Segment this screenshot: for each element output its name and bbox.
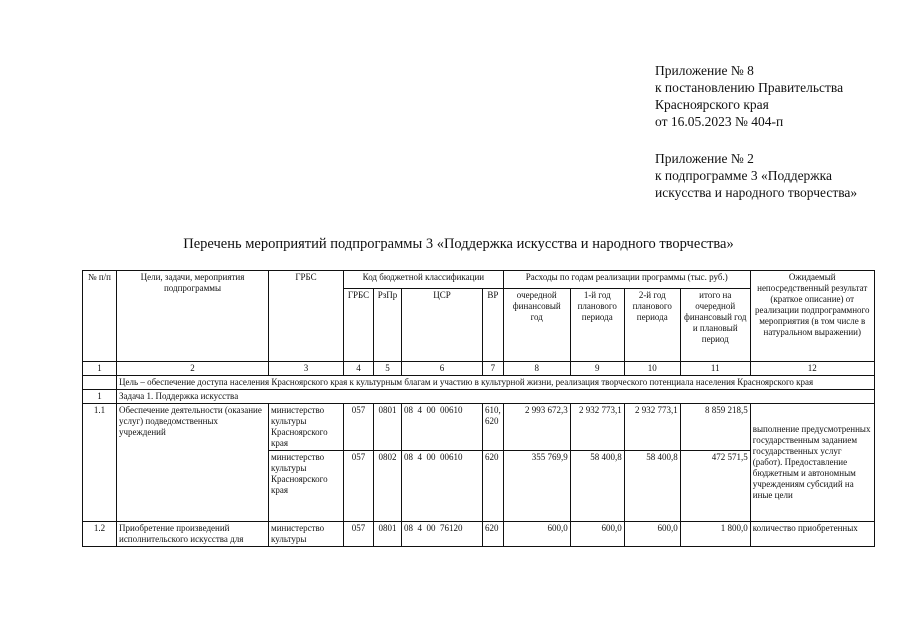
rzpr-code: 0801 bbox=[374, 404, 402, 451]
header-line: к подпрограмме 3 «Поддержка bbox=[655, 168, 832, 183]
document-title: Перечень мероприятий подпрограммы 3 «Поддержка искусства и народного творчества» bbox=[183, 236, 734, 252]
expense-y0: 600,0 bbox=[503, 522, 570, 547]
sub-y2-header: 2-й год планового периода bbox=[624, 288, 680, 361]
header-line: Приложение № 2 bbox=[655, 151, 754, 166]
expense-y0: 355 769,9 bbox=[503, 451, 570, 522]
csr-code: 08 4 00 00610 bbox=[402, 404, 483, 451]
expected-result-header: Ожидаемый непосредственный результат (краткое описание) от реализации подпрограммного мероприятия (в том числе в натуральном выражении) bbox=[750, 271, 874, 362]
column-number: 3 bbox=[269, 362, 344, 376]
expense-y2: 600,0 bbox=[624, 522, 680, 547]
expense-y0: 2 993 672,3 bbox=[503, 404, 570, 451]
vr-code: 620 bbox=[483, 522, 504, 547]
activity-text: Приобретение произведений исполнительского искусства для bbox=[117, 522, 269, 547]
task-num: 1 bbox=[83, 390, 117, 404]
task-text: Задача 1. Поддержка искусства bbox=[117, 390, 875, 404]
goal-row bbox=[83, 376, 875, 390]
col-num-header: № п/п bbox=[83, 271, 117, 362]
vr-code: 620 bbox=[483, 451, 504, 522]
budget-code-header: Код бюджетной классификации bbox=[344, 271, 504, 289]
column-number: 5 bbox=[374, 362, 402, 376]
sub-csr-header: ЦСР bbox=[402, 288, 483, 361]
grbs-name: министерство культуры Красноярского края bbox=[269, 404, 344, 451]
sub-y1-header: 1-й год планового периода bbox=[570, 288, 624, 361]
grbs-name: министерство культуры Красноярского края bbox=[269, 451, 344, 522]
expense-y1: 2 932 773,1 bbox=[570, 404, 624, 451]
grbs-name: министерство культуры bbox=[269, 522, 344, 547]
sub-grbs-header: ГРБС bbox=[344, 288, 374, 361]
col-grbs-header: ГРБС bbox=[269, 271, 344, 362]
col-goals-header: Цели, задачи, мероприятия подпрограммы bbox=[117, 271, 269, 362]
header-line: от 16.05.2023 № 404-п bbox=[655, 114, 784, 129]
header-row bbox=[83, 271, 875, 289]
rzpr-code: 0801 bbox=[374, 522, 402, 547]
sub-total-header: итого на очередной финансовый год и плановый период bbox=[680, 288, 750, 361]
column-number: 7 bbox=[483, 362, 504, 376]
row-num: 1.1 bbox=[83, 404, 117, 522]
expense-total: 472 571,5 bbox=[680, 451, 750, 522]
grbs-code: 057 bbox=[344, 451, 374, 522]
goal-row-num bbox=[83, 376, 117, 390]
column-number: 2 bbox=[117, 362, 269, 376]
expected-result: количество приобретенных bbox=[750, 522, 874, 547]
sub-y0-header: очередной финансовый год bbox=[503, 288, 570, 361]
header-line: Красноярского края bbox=[655, 97, 769, 112]
expense-total: 8 859 218,5 bbox=[680, 404, 750, 451]
expense-y2: 58 400,8 bbox=[624, 451, 680, 522]
column-number: 8 bbox=[503, 362, 570, 376]
expected-result: выполнение предусмотренных государственным заданием государственных услуг (работ). Предоставление бюджетным и автономным учреждениям субсидий на иные цели bbox=[750, 404, 874, 522]
header-line: искусства и народного творчества» bbox=[655, 185, 858, 200]
approval-header-1 bbox=[655, 62, 843, 130]
grbs-code: 057 bbox=[344, 404, 374, 451]
csr-code: 08 4 00 76120 bbox=[402, 522, 483, 547]
sub-vr-header: ВР bbox=[483, 288, 504, 361]
expense-total: 1 800,0 bbox=[680, 522, 750, 547]
task-row bbox=[83, 390, 875, 404]
approval-header-2 bbox=[655, 150, 857, 201]
column-number: 6 bbox=[402, 362, 483, 376]
header-line: Приложение № 8 bbox=[655, 63, 754, 78]
column-number: 4 bbox=[344, 362, 374, 376]
table-row bbox=[83, 404, 875, 451]
activities-table bbox=[82, 270, 875, 547]
goal-text: Цель – обеспечение доступа населения Красноярского края к культурным благам и участию в культурной жизни, реализация творческого потенциала населения Красноярского края bbox=[117, 376, 875, 390]
expense-y2: 2 932 773,1 bbox=[624, 404, 680, 451]
column-number-row bbox=[83, 362, 875, 376]
column-number: 10 bbox=[624, 362, 680, 376]
column-number: 12 bbox=[750, 362, 874, 376]
expense-y1: 600,0 bbox=[570, 522, 624, 547]
sub-rzpr-header: РзПр bbox=[374, 288, 402, 361]
row-num: 1.2 bbox=[83, 522, 117, 547]
expenses-header: Расходы по годам реализации программы (тыс. руб.) bbox=[503, 271, 750, 289]
column-number: 1 bbox=[83, 362, 117, 376]
csr-code: 08 4 00 00610 bbox=[402, 451, 483, 522]
vr-code: 610, 620 bbox=[483, 404, 504, 451]
activity-text: Обеспечение деятельности (оказание услуг) подведомственных учреждений bbox=[117, 404, 269, 522]
table-row bbox=[83, 522, 875, 547]
rzpr-code: 0802 bbox=[374, 451, 402, 522]
expense-y1: 58 400,8 bbox=[570, 451, 624, 522]
column-number: 9 bbox=[570, 362, 624, 376]
header-line: к постановлению Правительства bbox=[655, 80, 844, 95]
column-number: 11 bbox=[680, 362, 750, 376]
grbs-code: 057 bbox=[344, 522, 374, 547]
